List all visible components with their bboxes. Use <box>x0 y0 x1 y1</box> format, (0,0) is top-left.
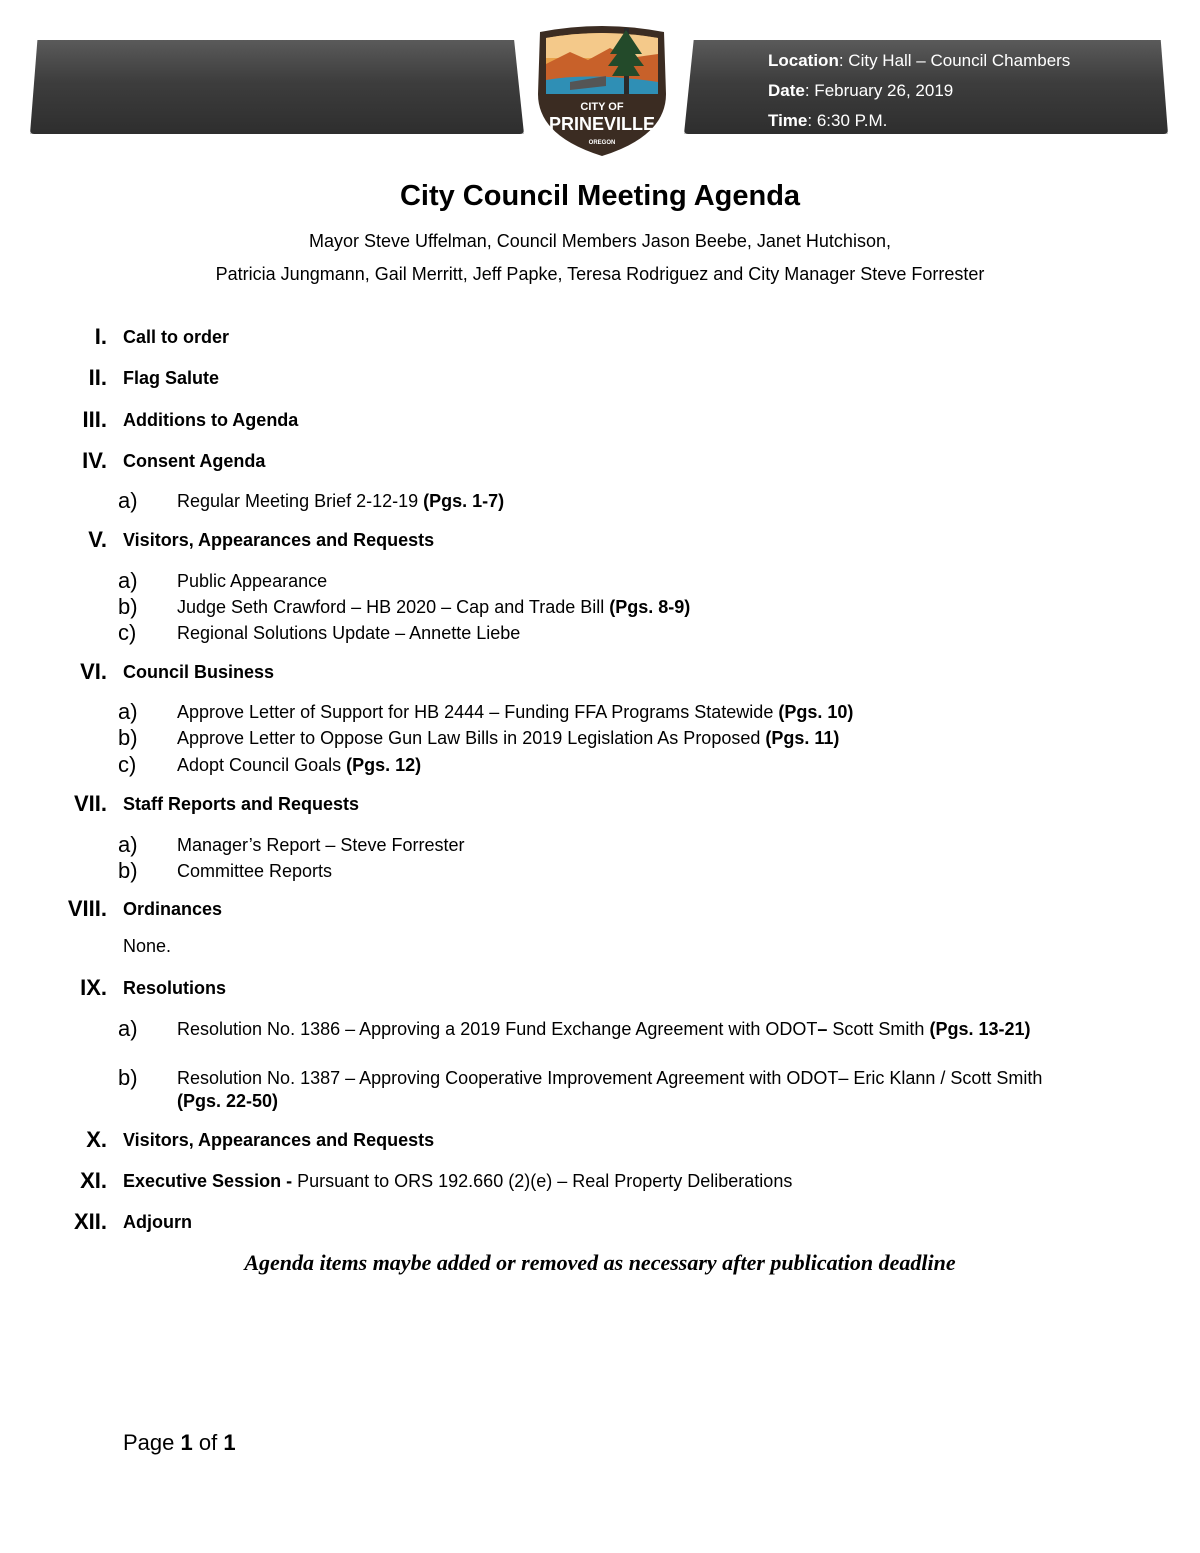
council-members-line-1: Mayor Steve Uffelman, Council Members Jason Beebe, Janet Hutchison, <box>309 231 891 251</box>
item-pages: (Pgs. 10) <box>778 702 854 722</box>
section-title: Adjourn <box>123 1212 192 1232</box>
section-numeral: I. <box>94 324 107 349</box>
location-value: : City Hall – Council Chambers <box>838 51 1071 70</box>
date-line <box>768 76 1070 106</box>
logo-text-oregon: OREGON <box>588 140 616 146</box>
item-description: Committee Reports <box>177 861 333 881</box>
item-text <box>177 570 1089 593</box>
section-title-detail: Pursuant to ORS 192.660 (2)(e) – Real Property Deliberations <box>297 1171 793 1191</box>
page-number <box>123 1430 236 1456</box>
council-members-line-2: Patricia Jungmann, Gail Merritt, Jeff Papke, Teresa Rodriguez and City Manager Steve Forrester <box>215 264 985 284</box>
time-label: Time <box>768 111 808 130</box>
item-text <box>177 622 1089 645</box>
agenda-section-1 <box>0 324 1200 354</box>
item-text <box>177 860 1089 883</box>
item-text <box>177 596 1089 619</box>
item-letter: a) <box>118 832 138 857</box>
publication-disclaimer: Agenda items maybe added or removed as necessary after publication deadline <box>244 1250 956 1275</box>
section-numeral: VII. <box>73 791 107 816</box>
item-letter: b) <box>118 858 138 883</box>
section-numeral: IX. <box>80 975 107 1000</box>
page-prefix: Page <box>123 1430 181 1455</box>
section-title: Visitors, Appearances and Requests <box>123 530 435 550</box>
agenda-section-12 <box>0 1209 1200 1239</box>
agenda-section-5 <box>0 527 1200 557</box>
item-presenter: Scott Smith <box>827 1019 930 1039</box>
section-title: Additions to Agenda <box>123 410 299 430</box>
item-letter: a) <box>118 568 138 593</box>
header-banner-left <box>30 40 524 134</box>
agenda-section-2 <box>0 365 1200 395</box>
page-title: City Council Meeting Agenda <box>399 180 801 212</box>
section-numeral: X. <box>86 1127 107 1152</box>
item-description: Regular Meeting Brief 2-12-19 <box>177 491 424 511</box>
page-current: 1 <box>180 1430 193 1455</box>
section-title: Council Business <box>123 662 275 682</box>
logo-text-prineville: PRINEVILLE <box>548 114 656 134</box>
item-description: Approve Letter to Oppose Gun Law Bills in 2019 Legislation As Proposed <box>177 728 766 748</box>
section-note: None. <box>123 936 172 956</box>
section-numeral: XI. <box>80 1168 107 1193</box>
item-text <box>177 754 1089 777</box>
item-description: Regional Solutions Update – Annette Liebe <box>177 623 521 643</box>
item-text <box>177 1018 1089 1041</box>
date-value: : February 26, 2019 <box>804 81 954 100</box>
agenda-section-10 <box>0 1127 1200 1157</box>
item-pages: (Pgs. 8-9) <box>609 597 691 617</box>
section-title <box>123 1171 792 1192</box>
item-text <box>177 1067 1089 1113</box>
logo-text-city-of: CITY OF <box>580 101 624 113</box>
section-title: Visitors, Appearances and Requests <box>123 1130 435 1150</box>
item-description: Public Appearance <box>177 571 328 591</box>
item-pages: (Pgs. 1-7) <box>423 491 505 511</box>
item-letter: b) <box>118 594 138 619</box>
item-text <box>177 490 1089 513</box>
section-title: Ordinances <box>123 899 223 919</box>
item-text <box>177 727 1089 750</box>
section-numeral: V. <box>88 527 107 552</box>
section-numeral: II. <box>88 365 107 390</box>
page-of: of <box>192 1430 224 1455</box>
item-description: Resolution No. 1387 – Approving Cooperative Improvement Agreement with ODOT– Eric Klann / Scott Smith <box>177 1068 1043 1088</box>
date-label: Date <box>768 81 805 100</box>
item-description: Approve Letter of Support for HB 2444 – Funding FFA Programs Statewide <box>177 702 779 722</box>
item-letter: a) <box>118 699 138 724</box>
section-numeral: III. <box>82 407 107 432</box>
item-pages: (Pgs. 13-21) <box>929 1019 1031 1039</box>
time-value: : 6:30 P.M. <box>807 111 888 130</box>
item-letter: b) <box>118 1065 138 1090</box>
item-description: Adopt Council Goals <box>177 755 347 775</box>
agenda-section-4 <box>0 448 1200 478</box>
agenda-section-9 <box>0 975 1200 1005</box>
section-title: Consent Agenda <box>123 451 266 471</box>
section-title: Staff Reports and Requests <box>123 794 360 814</box>
section-title: Call to order <box>123 327 230 347</box>
agenda-section-11 <box>0 1168 1200 1198</box>
item-dash: – <box>817 1019 828 1039</box>
item-letter: c) <box>118 620 137 645</box>
section-numeral: IV. <box>82 448 107 473</box>
item-text <box>177 834 1089 857</box>
item-pages: (Pgs. 11) <box>765 728 840 748</box>
section-title: Flag Salute <box>123 368 220 388</box>
agenda-section-6 <box>0 659 1200 689</box>
item-letter: a) <box>118 488 138 513</box>
item-letter: b) <box>118 725 138 750</box>
section-numeral: VIII. <box>67 896 107 921</box>
item-description: Judge Seth Crawford – HB 2020 – Cap and Trade Bill <box>177 597 610 617</box>
section-numeral: VI. <box>80 659 107 684</box>
agenda-section-7 <box>0 791 1200 821</box>
item-description: Manager’s Report – Steve Forrester <box>177 835 465 855</box>
city-of-prineville-logo <box>530 24 674 158</box>
page-total: 1 <box>223 1430 236 1455</box>
section-numeral: XII. <box>73 1209 107 1234</box>
meeting-details <box>768 46 1070 136</box>
item-letter: a) <box>118 1016 138 1041</box>
item-text <box>177 701 1089 724</box>
location-label: Location <box>768 51 839 70</box>
item-letter: c) <box>118 752 137 777</box>
location-line <box>768 46 1070 76</box>
item-pages: (Pgs. 12) <box>346 755 422 775</box>
time-line <box>768 106 1070 136</box>
agenda-section-8 <box>0 896 1200 926</box>
item-description: Resolution No. 1386 – Approving a 2019 Fund Exchange Agreement with ODOT <box>177 1019 818 1039</box>
section-title-main: Executive Session - <box>123 1171 298 1191</box>
section-title: Resolutions <box>123 978 227 998</box>
agenda-section-3 <box>0 407 1200 437</box>
item-pages: (Pgs. 22-50) <box>177 1091 279 1111</box>
